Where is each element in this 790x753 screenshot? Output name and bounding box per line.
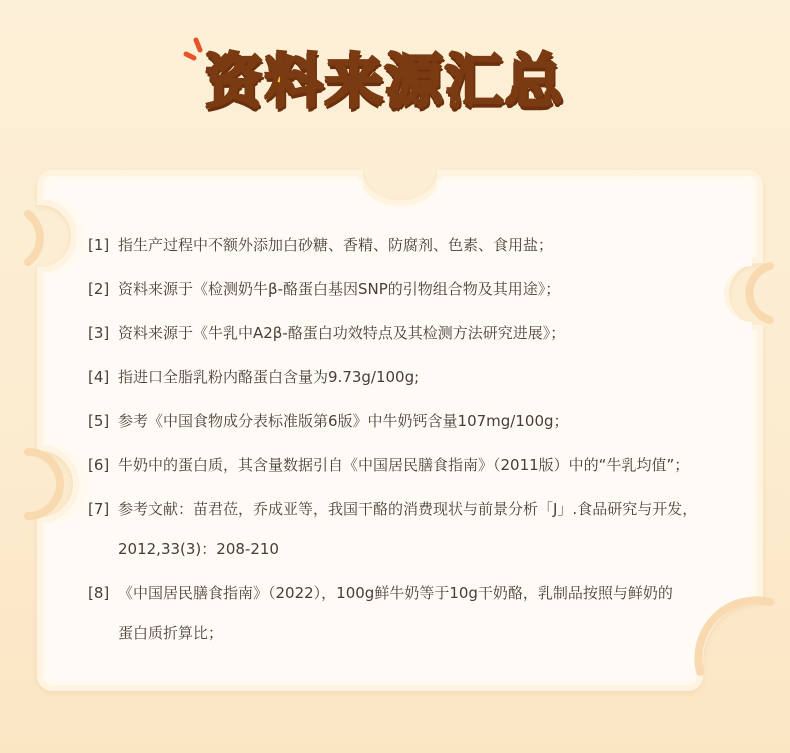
note-text: 参考文献：苗君莅，乔成亚等，我国干酪的消费现状与前景分析「J」.食品研究与开发， — [118, 500, 698, 518]
note-number: [6] — [88, 456, 110, 474]
note-number: [7] — [88, 500, 110, 518]
note-number: [1] — [88, 236, 110, 254]
note-number: [5] — [88, 412, 110, 430]
list-item — [88, 276, 748, 302]
note-text: 指生产过程中不额外添加白砂糖、香精、防腐剂、色素、食用盐； — [118, 236, 554, 254]
note-text: 指进口全脂乳粉内酪蛋白含量为9.73g/100g; — [118, 368, 420, 386]
note-text: 《中国居民膳食指南》（2022），100g鲜牛奶等于10g干奶酪，乳制品按照与鲜奶的 — [118, 584, 673, 602]
note-text-continued: 2012,33(3)：208-210 — [118, 540, 279, 558]
note-number: [8] — [88, 584, 110, 602]
note-number: [4] — [88, 368, 110, 386]
note-text-continued: 蛋白质折算比； — [118, 624, 224, 642]
note-text: 资料来源于《检测奶牛β-酪蛋白基因SNP的引物组合物及其用途》； — [118, 280, 561, 298]
list-item — [88, 408, 748, 434]
list-item — [88, 320, 748, 346]
note-text: 牛奶中的蛋白质，其含量数据引自《中国居民膳食指南》（2011版）中的“牛乳均值”； — [118, 456, 690, 474]
note-text: 资料来源于《牛乳中A2β-酪蛋白功效特点及其检测方法研究进展》； — [118, 324, 566, 342]
list-item — [88, 232, 748, 258]
list-item — [88, 364, 748, 390]
list-item — [88, 496, 748, 562]
note-number: [3] — [88, 324, 110, 342]
page-title: 资料来源汇总 — [205, 47, 566, 115]
note-number: [2] — [88, 280, 110, 298]
note-text: 参考《中国食物成分表标准版第6版》中牛奶钙含量107mg/100g； — [118, 412, 569, 430]
references-list — [88, 232, 748, 664]
list-item — [88, 580, 748, 646]
list-item — [88, 452, 748, 478]
